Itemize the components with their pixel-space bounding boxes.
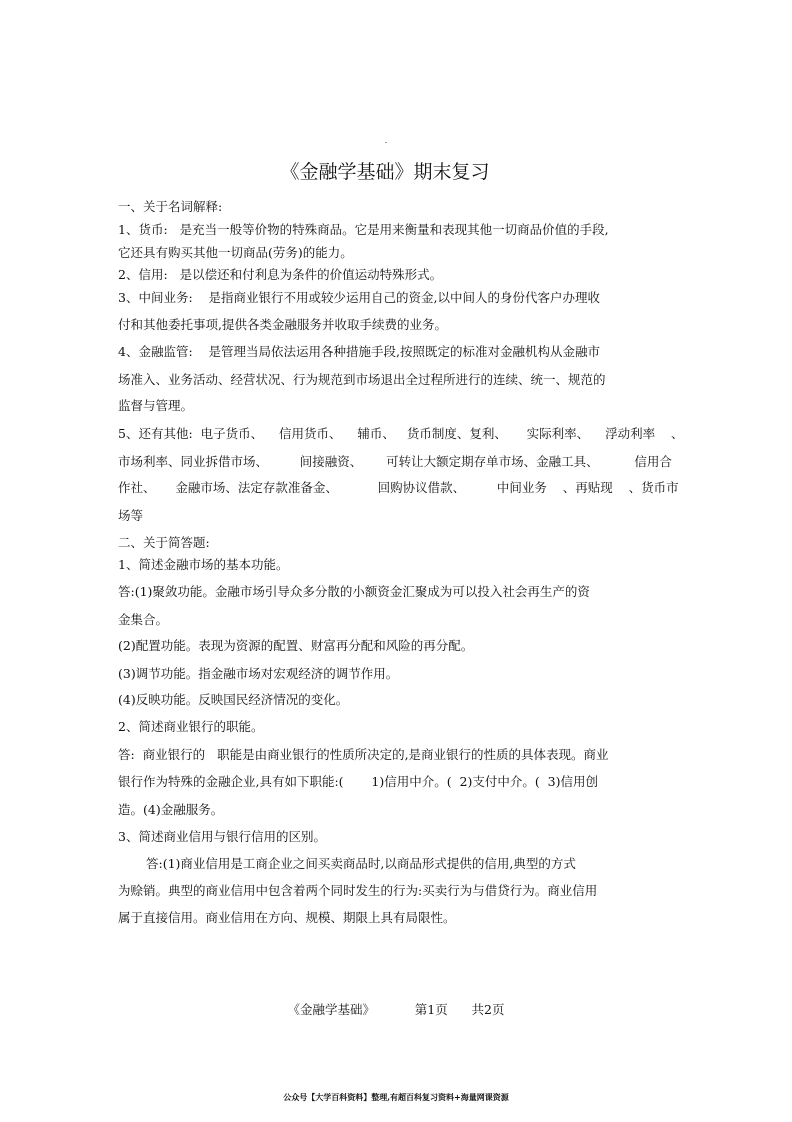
text-line: 场等 <box>118 508 144 523</box>
text-line: 作社、 金融市场、法定存款准备金、 回购协议借款、 中间业务 、再贴现 、货币市 <box>118 480 679 495</box>
text-line: (3)调节功能。指金融市场对宏观经济的调节作用。 <box>118 666 399 681</box>
stray-mark <box>385 142 387 143</box>
question: 2、简述商业银行的职能。 <box>118 719 264 734</box>
page-title: 《金融学基础》期末复习 <box>280 161 490 183</box>
text-line: 5、还有其他: 电子货币、 信用货币、 辅币、 货币制度、复利、 实际利率、 浮动利率 、 <box>118 426 684 441</box>
text-line: 3、中间业务: 是指商业银行不用或较少运用自己的资金,以中间人的身份代客户办理收 <box>118 290 601 305</box>
text-line: 场准入、业务活动、经营状况、行为规范到市场退出全过程所进行的连续、统一、规范的 <box>118 372 606 387</box>
text-line: 造。(4)金融服务。 <box>118 802 224 817</box>
footer-book: 《金融学基础》 <box>287 1002 376 1017</box>
question: 3、简述商业信用与银行信用的区别。 <box>118 829 326 844</box>
text-line: 监督与管理。 <box>118 398 194 413</box>
text-line: 4、金融监管: 是管理当局依法运用各种措施手段,按照既定的标准对金融机构从金融市 <box>118 344 601 359</box>
text-line: 为赊销。典型的商业信用中包含着两个同时发生的行为:买卖行为与借贷行为。商业信用 <box>118 883 598 898</box>
text-line: 银行作为特殊的金融企业,具有如下职能:( 1)信用中介。( 2)支付中介。( 3)信用创 <box>118 774 599 789</box>
page-footer <box>0 1000 792 1018</box>
text-line: 答:(1)商业信用是工商企业之间买卖商品时,以商品形式提供的信用,典型的方式 <box>146 856 576 871</box>
text-line: 答:(1)聚敛功能。金融市场引导众多分散的小额资金汇聚成为可以投入社会再生产的资 <box>118 584 590 599</box>
text-line: 属于直接信用。商业信用在方向、规模、期限上具有局限性。 <box>118 910 456 925</box>
section-heading: 一、关于名词解释: <box>118 199 223 214</box>
footer-total: 共2页 <box>471 1002 505 1017</box>
section-heading: 二、关于简答题: <box>118 535 210 550</box>
text-line: 它还具有购买其他一切商品(劳务)的能力。 <box>118 245 353 260</box>
text-line: 市场利率、同业拆借市场、 间接融资、 可转让大额定期存单市场、金融工具、 信用合 <box>118 454 672 469</box>
text-line: (2)配置功能。表现为资源的配置、财富再分配和风险的再分配。 <box>118 638 474 653</box>
question: 1、简述金融市场的基本功能。 <box>118 557 289 572</box>
text-line: 金集合。 <box>118 612 169 627</box>
text-line: 2、信用: 是以偿还和付利息为条件的价值运动特殊形式。 <box>118 267 443 282</box>
text-line: 付和其他委托事项,提供各类金融服务并收取手续费的业务。 <box>118 317 447 332</box>
text-line: (4)反映功能。反映国民经济情况的变化。 <box>118 692 349 707</box>
text-line: 答: 商业银行的 职能是由商业银行的性质所决定的,是商业银行的性质的具体表现。商业 <box>118 747 609 762</box>
watermark: 公众号【大学百科资料】整理,有超百科复习资料+海量网课资源 <box>283 1092 509 1102</box>
text-line: 1、货币: 是充当一般等价物的特殊商品。它是用来衡量和表现其他一切商品价值的手段, <box>118 222 609 237</box>
footer-page: 第1页 <box>414 1002 448 1017</box>
